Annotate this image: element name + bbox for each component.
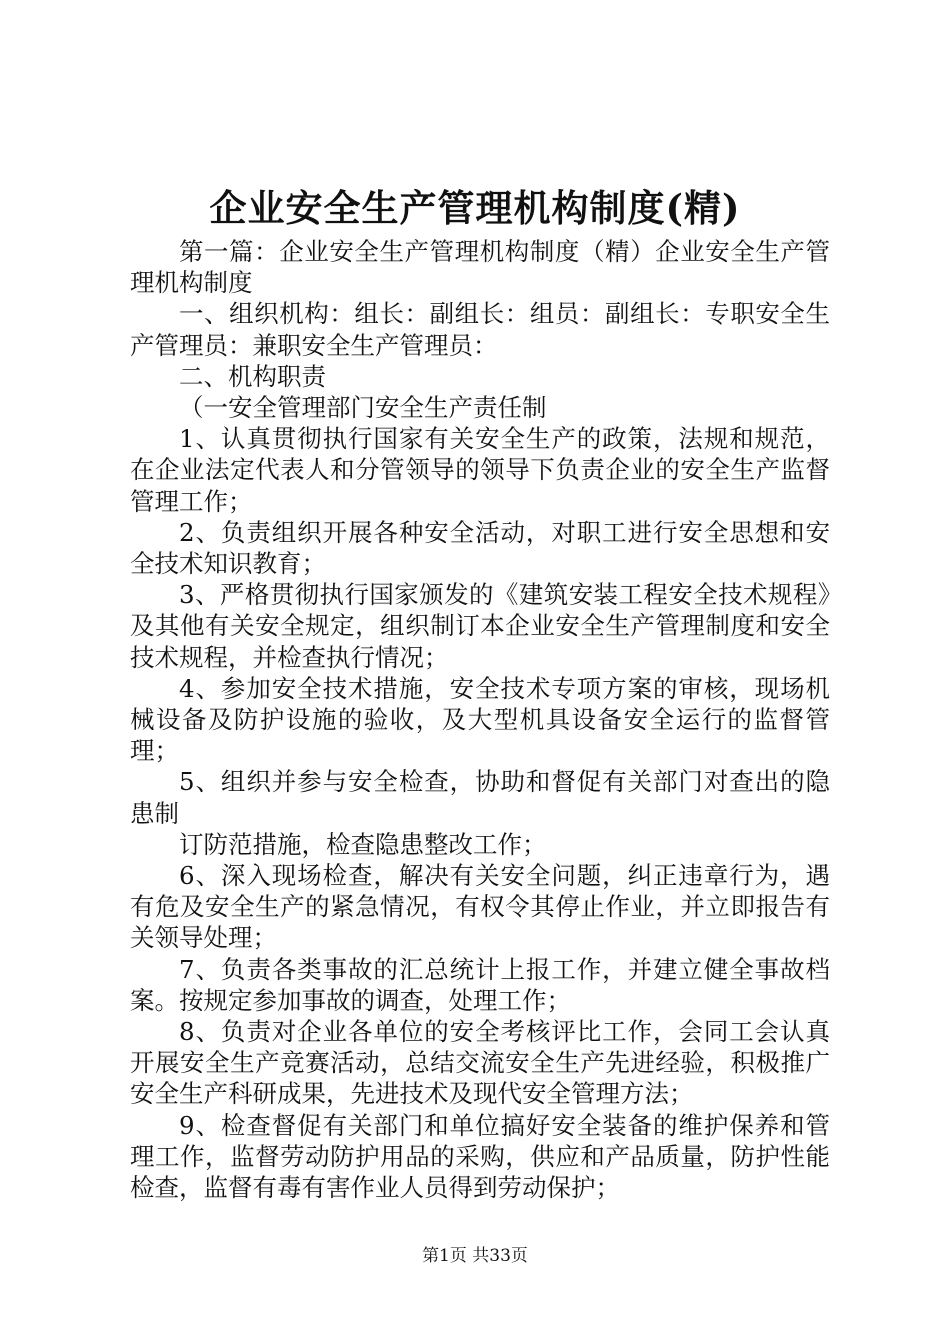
document-body (130, 236, 830, 1203)
paragraph: 二、机构职责 (179, 361, 326, 391)
paragraph: （一安全管理部门安全生产责任制 (179, 393, 547, 423)
document-title: 企业安全生产管理机构制度(精) (209, 186, 741, 230)
paragraph: 6、深入现场检查，解决有关安全问题，纠正违章行为，遇有危及安全生产的紧急情况，有权令其停止作业，并立即报告有关领导处理； (130, 861, 830, 953)
paragraph: 订防范措施，检查隐患整改工作； (179, 829, 547, 859)
paragraph: 第一篇：企业安全生产管理机构制度（精）企业安全生产管理机构制度 (130, 237, 830, 298)
paragraph: 7、负责各类事故的汇总统计上报工作，并建立健全事故档案。按规定参加事故的调查，处理工作； (130, 954, 830, 1015)
paragraph: 2、负责组织开展各种安全活动，对职工进行安全思想和安全技术知识教育； (130, 517, 830, 579)
paragraph: 8、负责对企业各单位的安全考核评比工作，会同工会认真开展安全生产竞赛活动，总结交流安全生产先进经验，积极推广安全生产科研成果，先进技术及现代安全管理方法； (130, 1017, 830, 1109)
paragraph: 4、参加安全技术措施，安全技术专项方案的审核，现场机械设备及防护设施的验收，及大型机具设备安全运行的监督管理； (130, 673, 830, 766)
paragraph: 3、严格贯彻执行国家颁发的《建筑安装工程安全技术规程》及其他有关安全规定，组织制订本企业安全生产管理制度和安全技术规程，并检查执行情况； (130, 580, 830, 672)
paragraph: 1、认真贯彻执行国家有关安全生产的政策，法规和规范，在企业法定代表人和分管领导的领导下负责企业的安全生产监督管理工作； (130, 424, 830, 516)
page-footer: 第1页 共33页 (422, 1246, 528, 1266)
paragraph: 5、组织并参与安全检查，协助和督促有关部门对查出的隐患制 (130, 767, 830, 828)
paragraph: 9、检查督促有关部门和单位搞好安全装备的维护保养和管理工作，监督劳动防护用品的采购，供应和产品质量，防护性能检查，监督有毒有害作业人员得到劳动保护； (130, 1110, 830, 1203)
paragraph: 一、组织机构：组长：副组长：组员：副组长：专职安全生产管理员：兼职安全生产管理员： (130, 299, 830, 360)
